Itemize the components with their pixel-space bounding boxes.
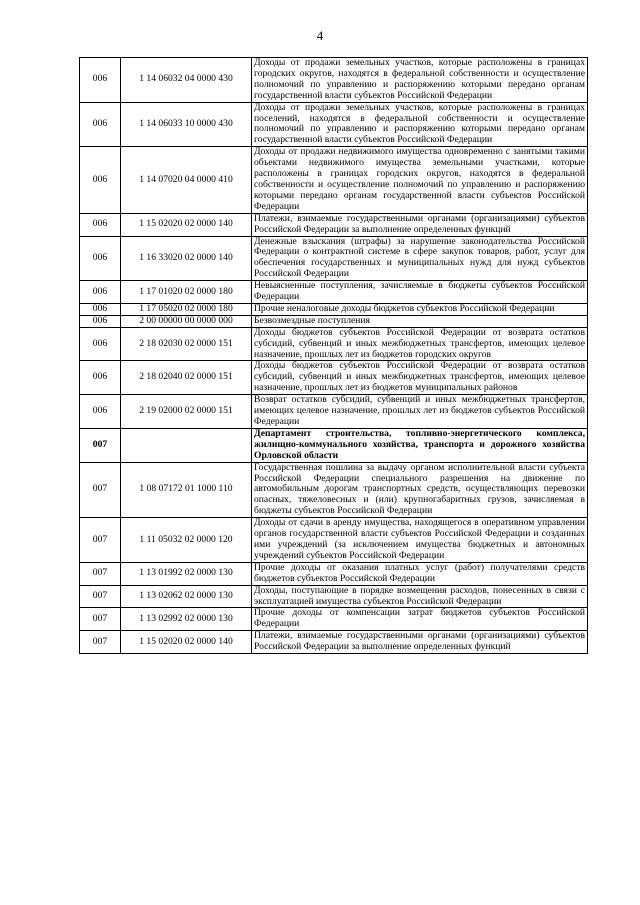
- admin-code-cell: 007: [80, 428, 121, 462]
- revenue-code-cell: 1 13 01992 02 0000 130: [121, 562, 252, 585]
- revenue-code-cell: 1 16 33020 02 0000 140: [121, 236, 252, 281]
- table-row: [80, 303, 588, 315]
- revenue-code-cell: 1 14 06033 10 0000 430: [121, 102, 252, 147]
- revenue-code-cell: 2 00 00000 00 0000 000: [121, 315, 252, 327]
- table-row: [80, 102, 588, 147]
- revenue-description-cell: Прочие доходы от компенсации затрат бюджетов субъектов Российской Федерации: [252, 608, 588, 631]
- revenue-description-cell: Невыясненные поступления, зачисляемые в бюджеты субъектов Российской Федерации: [252, 281, 588, 304]
- revenue-description-cell: Возврат остатков субсидий, субвенций и иных межбюджетных трансфертов, имеющих целевое назначение, прошлых лет из бюджетов субъектов Российской Федерации: [252, 395, 588, 429]
- table-row: [80, 58, 588, 103]
- table-row: [80, 395, 588, 429]
- revenue-codes-table: [79, 57, 588, 654]
- revenue-code-cell: 1 11 05032 02 0000 120: [121, 518, 252, 563]
- revenue-code-cell: 1 14 06032 04 0000 430: [121, 58, 252, 103]
- revenue-code-cell: 1 13 02992 02 0000 130: [121, 608, 252, 631]
- revenue-code-cell: 1 13 02062 02 0000 130: [121, 585, 252, 608]
- revenue-code-cell: 2 19 02000 02 0000 151: [121, 395, 252, 429]
- revenue-description-cell: Прочие неналоговые доходы бюджетов субъектов Российской Федерации: [252, 303, 588, 315]
- admin-code-cell: 007: [80, 608, 121, 631]
- revenue-code-cell: [121, 428, 252, 462]
- admin-code-cell: 007: [80, 562, 121, 585]
- admin-code-cell: 006: [80, 147, 121, 213]
- admin-code-cell: 007: [80, 631, 121, 654]
- revenue-code-cell: 1 17 01020 02 0000 180: [121, 281, 252, 304]
- table-row: [80, 631, 588, 654]
- table-body: [80, 58, 588, 654]
- table-row: [80, 361, 588, 395]
- revenue-code-cell: 1 15 02020 02 0000 140: [121, 213, 252, 236]
- table-row: [80, 462, 588, 518]
- admin-code-cell: 006: [80, 281, 121, 304]
- table-row: [80, 236, 588, 281]
- revenue-description-cell: Доходы от сдачи в аренду имущества, находящегося в оперативном управлении органов государственной власти субъектов Российской Федерации и созданных ими учреждений (за исключением имущества бюджетных и автономных учреждений субъектов Российской Федерации: [252, 518, 588, 563]
- revenue-description-cell: Платежи, взимаемые государственными органами (организациями) субъектов Российской Федерации за выполнение определенных функций: [252, 631, 588, 654]
- revenue-description-cell: Доходы от продажи земельных участков, которые расположены в границах городских округов, находятся в федеральной собственности и осуществление полномочий по управлению и распоряжению которыми передано органам государственной власти субъектов Российской Федерации: [252, 58, 588, 103]
- revenue-code-cell: 1 15 02020 02 0000 140: [121, 631, 252, 654]
- revenue-code-cell: 2 18 02040 02 0000 151: [121, 361, 252, 395]
- revenue-code-cell: 1 08 07172 01 1000 110: [121, 462, 252, 518]
- revenue-description-cell: Государственная пошлина за выдачу органом исполнительной власти субъекта Российской Федерации специального разрешения на движение по автомобильным дорогам транспортных средств, осуществляющих перевозки опасных, тяжеловесных и (или) крупногабаритных грузов, зачисляемая в бюджеты субъектов Российской Федерации: [252, 462, 588, 518]
- admin-code-cell: 006: [80, 236, 121, 281]
- table-row: [80, 518, 588, 563]
- revenue-code-cell: 2 18 02030 02 0000 151: [121, 327, 252, 361]
- revenue-description-cell: Доходы бюджетов субъектов Российской Федерации от возврата остатков субсидий, субвенций и иных межбюджетных трансфертов, имеющих целевое назначение, прошлых лет из бюджетов муниципальных районов: [252, 361, 588, 395]
- admin-code-cell: 007: [80, 462, 121, 518]
- admin-code-cell: 006: [80, 395, 121, 429]
- admin-code-cell: 006: [80, 361, 121, 395]
- table-row: [80, 585, 588, 608]
- admin-code-cell: 006: [80, 315, 121, 327]
- table-row: [80, 327, 588, 361]
- revenue-code-cell: 1 17 05020 02 0000 180: [121, 303, 252, 315]
- table-row: [80, 428, 588, 462]
- table-row: [80, 315, 588, 327]
- table-row: [80, 608, 588, 631]
- revenue-code-cell: 1 14 07020 04 0000 410: [121, 147, 252, 213]
- revenue-description-cell: Платежи, взимаемые государственными органами (организациями) субъектов Российской Федерации за выполнение определенных функций: [252, 213, 588, 236]
- admin-code-cell: 006: [80, 213, 121, 236]
- revenue-description-cell: Безвозмездные поступления: [252, 315, 588, 327]
- admin-code-cell: 006: [80, 303, 121, 315]
- page-number: 4: [316, 28, 324, 43]
- revenue-description-cell: Доходы от продажи земельных участков, которые расположены в границах поселений, находятся в федеральной собственности и осуществление полномочий по управлению и распоряжению которыми передано органам государственной власти субъектов Российской Федерации: [252, 102, 588, 147]
- admin-code-cell: 007: [80, 585, 121, 608]
- table-row: [80, 147, 588, 213]
- revenue-description-cell: Денежные взыскания (штрафы) за нарушение законодательства Российской Федерации о контрактной системе в сфере закупок товаров, работ, услуг для обеспечения государственных и муниципальных нужд для нужд субъектов Российской Федерации: [252, 236, 588, 281]
- revenue-description-cell: Прочие доходы от оказания платных услуг (работ) получателями средств бюджетов субъектов Российской Федерации: [252, 562, 588, 585]
- revenue-description-cell: Доходы от продажи недвижимого имущества одновременно с занятыми такими объектами недвижимого имущества земельными участками, которые расположены в границах городских округов, находятся в федеральной собственности и осуществление полномочий по управлению и распоряжению которыми передано органам государственной власти субъектов Российской Федерации: [252, 147, 588, 213]
- table-row: [80, 213, 588, 236]
- revenue-description-cell: Департамент строительства, топливно-энергетического комплекса, жилищно-коммунального хозяйства, транспорта и дорожного хозяйства Орловской области: [252, 428, 588, 462]
- admin-code-cell: 006: [80, 102, 121, 147]
- admin-code-cell: 007: [80, 518, 121, 563]
- table-row: [80, 562, 588, 585]
- revenue-description-cell: Доходы, поступающие в порядке возмещения расходов, понесенных в связи с эксплуатацией имущества субъектов Российской Федерации: [252, 585, 588, 608]
- admin-code-cell: 006: [80, 58, 121, 103]
- admin-code-cell: 006: [80, 327, 121, 361]
- revenue-description-cell: Доходы бюджетов субъектов Российской Федерации от возврата остатков субсидий, субвенций и иных межбюджетных трансфертов, имеющих целевое назначение, прошлых лет из бюджетов городских округов: [252, 327, 588, 361]
- table-row: [80, 281, 588, 304]
